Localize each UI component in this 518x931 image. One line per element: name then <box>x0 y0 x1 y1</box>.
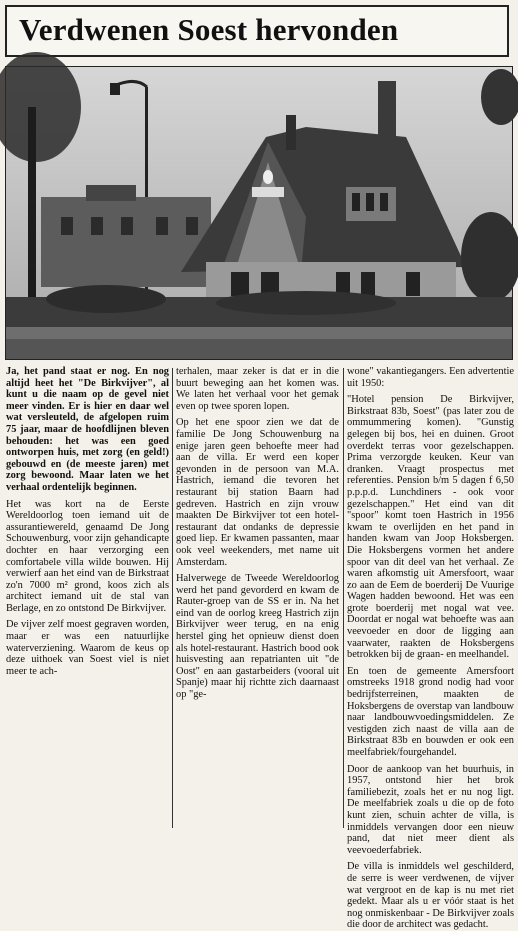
body-paragraph: wone" vakantiegangers. Een advertentie uit 1950: <box>347 366 514 389</box>
article-photo <box>5 66 513 360</box>
body-paragraph: terhalen, maar zeker is dat er in die buurt beweging aan het komen was. We laten het verhaal voor het gemak even op twee sporen lopen. <box>176 366 339 412</box>
column-rule-1 <box>172 368 173 828</box>
photo-villa-icon <box>6 67 512 359</box>
body-paragraph: "Hotel pension De Birkvijver, Birkstraat 83b, Soest" (pas later zou de ommummering komen). "Gunstig gelegen bij bos, hei en duinen. Groot overdekt terras voor gezelschappen. Prima verzorgde keuken. Keur van dranken. Vraagt prospectus met referenties. Pension b/m 5 dagen f 6,50 p.p.p.d. Lunchdiners - ook voor gezelschappen." Het eind van dit "spoor" komt toen Hastrich in 1956 kwam te overlijden en het pand in handen kwam van Joop Hoksbergen. Die Hoksbergens vormen het andere spoor van dit deel van het verhaal. Ze waren afkomstig uit Amersfoort, waar zo aan de Eem de boerderij De Vuurige Wagen hadden bewoond. Het was een grote boerderij met nogal wat vee. Doordat er nogal wat behoefte was aan veevoeder en door de ligging aan vaarwater, raakten de Hoksbergens betrokken bij de graan- en meelhandel. <box>347 394 514 661</box>
body-paragraph: Het was kort na de Eerste Wereldoorlog toen iemand uit de assurantiewereld, genaamd De Jong Schouwenburg, voor zijn gehandicapte dochter en haar verzorging een comfortabele villa wilde bouwen. Hij verwierf aan het eind van de Birkstraat zo'n 7000 m² grond, koos zich als architect iemand uit de stal van Berlage, en zo ontstond De Birkvijver. <box>6 498 169 614</box>
body-paragraph: De vijver zelf moest gegraven worden, maar er was een natuurlijke waterverziening. Waarom de keus op deze uithoek van Soest viel is niet meer te ach- <box>6 619 169 677</box>
body-paragraph: Halverwege de Tweede Wereldoorlog werd het pand gevorderd en kwam de Rauter-groep van de SS er in. Na het eind van de oorlog kreeg Hastrich zijn Birkvijver weer terug, en na enig herstel ging het opnieuw dienst doen als hotel-restaurant. Hastrich bood ook huisvesting aan repatrianten uit "de Oost" en aan gastarbeiders (vooral uit Spanje) maar hij richtte zich daarnaast op "ge- <box>176 573 339 701</box>
column-rule-2 <box>343 368 344 828</box>
body-paragraph: Door de aankoop van het buurhuis, in 1957, ontstond hier het brok familiebezit, zoals het er nu nog ligt. De meelfabriek zoals u die op de foto kunt zien, schuin achter de villa, is inmiddels vervangen door een nieuw pand, dat niet meer dient als veevoederfabriek. <box>347 763 514 856</box>
headline: Verdwenen Soest hervonden <box>19 12 399 47</box>
body-paragraph: En toen de gemeente Amersfoort omstreeks 1918 grond nodig had voor bedrijfsterreinen, maakten de Hoksbergens de overstap van landbouw naar landbouwvoedingsmiddelen. Ze vestigden zich naast de villa aan de Birkstraat 83b en bouwden er ook een meelfabriek/fourgehandel. <box>347 665 514 758</box>
column-1 <box>6 366 169 828</box>
body-paragraph: De villa is inmiddels wel geschilderd, de serre is weer verdwenen, de vijver wat vergroot en de kap is nu met riet gedekt. Maar als u er vóór staat is het nog onmiskenbaar - De Birkvijver zoals die door de architect was gedacht. <box>347 861 514 931</box>
body-paragraph: Op het ene spoor zien we dat de familie De Jong Schouwenburg na enige jaren geen behoefte meer had aan de villa. Er werd een koper gevonden in de persoon van M.A. Hastrich, iemand die tevoren het restaurant bij station Baarn had gedreven. Hastrich en zijn vrouw maakten De Birkvijver tot een hotel-restaurant dat ondanks de depressie goed liep. Er kwamen passanten, maar ook veel weekenders, met name uit Amsterdam. <box>176 417 339 568</box>
column-3 <box>347 366 514 931</box>
headline-box <box>5 5 509 57</box>
column-2 <box>176 366 339 828</box>
lead-paragraph: Ja, het pand staat er nog. En nog altijd heet het "De Birkvijver", al kunt u die naam op de gevel niet meer vinden. Er is hier en daar wel wat versleuteld, de afgelopen ruim 75 jaar, maar de hoofdlijnen bleven behouden: het was een goed ontworpen huis, met zorg (en geld!) gebouwd en (de meeste jaren) met zorg bewoond. Maar laten we het verhaal ordentelijk beginnen. <box>6 366 169 493</box>
